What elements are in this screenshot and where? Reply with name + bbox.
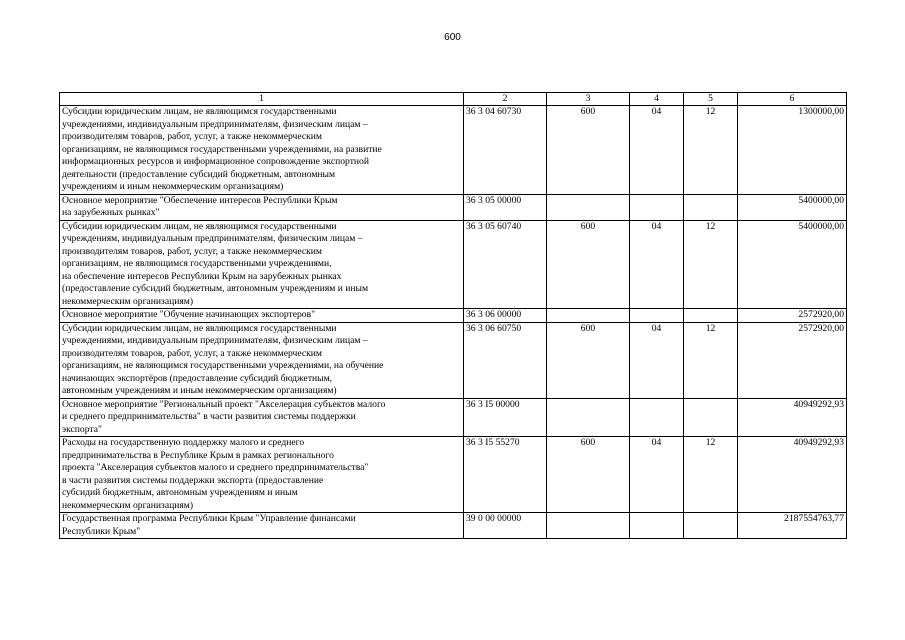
row-col3 bbox=[547, 309, 630, 323]
row-col4 bbox=[630, 309, 684, 323]
row-name: Субсидии юридическим лицам, не являющимся государственными учреждениям, индивидуальным предпринимателям, физическим лицам – производителям товаров, работ, услуг, а также некоммерческим организациям, не являющимся государственными учреждениями, на обеспечение интересов Республики Крым на зарубежных рынках (предоставление субсидий бюджетным, автономным учреждениям и иным некоммерческим организациям) bbox=[60, 220, 464, 309]
row-name: Субсидии юридическим лицам, не являющимся государственными учреждениями, индивидуальным предпринимателям, физическим лицам – производителям товаров, работ, услуг, а также некоммерческим организациям, не являющимся государственными учреждениями, на развитие информационных ресурсов и информационное сопровождение экспортной деятельности (предоставление субсидий бюджетным, автономным учреждениям и иным некоммерческим организациям) bbox=[60, 106, 464, 195]
row-col5: 12 bbox=[684, 106, 738, 195]
row-amount: 5400000,00 bbox=[738, 194, 847, 220]
table-row bbox=[60, 513, 847, 539]
column-header-1: 1 bbox=[60, 93, 464, 106]
row-code: 39 0 00 00000 bbox=[464, 513, 547, 539]
header-row bbox=[60, 93, 847, 106]
row-code: 36 3 04 60730 bbox=[464, 106, 547, 195]
row-col5 bbox=[684, 309, 738, 323]
row-name: Основное мероприятие "Региональный проект "Акселерация субъектов малого и среднего предпринимательства" в части развития системы поддержки экспорта" bbox=[60, 398, 464, 437]
row-col5 bbox=[684, 398, 738, 437]
row-col3: 600 bbox=[547, 220, 630, 309]
row-code: 36 3 05 00000 bbox=[464, 194, 547, 220]
row-name: Субсидии юридическим лицам, не являющимся государственными учреждениями, индивидуальным предпринимателям, физическим лицам – производителям товаров, работ, услуг, а также некоммерческим организациям, не являющимся государственными учреждениями, на обучение начинающих экспортёров (предоставление субсидий бюджетным, автономным учреждениям и иным некоммерческим организациям) bbox=[60, 322, 464, 398]
page-number: 600 bbox=[444, 32, 461, 43]
table-row bbox=[60, 398, 847, 437]
row-col3 bbox=[547, 398, 630, 437]
table-row bbox=[60, 322, 847, 398]
row-col5: 12 bbox=[684, 437, 738, 513]
row-amount: 40949292,93 bbox=[738, 437, 847, 513]
row-amount: 2572920,00 bbox=[738, 322, 847, 398]
row-name: Государственная программа Республики Крым "Управление финансами Республики Крым" bbox=[60, 513, 464, 539]
row-col4: 04 bbox=[630, 322, 684, 398]
row-col3 bbox=[547, 513, 630, 539]
row-col5: 12 bbox=[684, 322, 738, 398]
row-col4 bbox=[630, 513, 684, 539]
row-col5 bbox=[684, 194, 738, 220]
row-name: Расходы на государственную поддержку малого и среднего предпринимательства в Республике Крым в рамках регионального проекта "Акселерация субъектов малого и среднего предпринимательства" в части развития системы поддержки экспорта (предоставление субсидий бюджетным, автономным учреждениям и иным некоммерческим организациям) bbox=[60, 437, 464, 513]
column-header-2: 2 bbox=[464, 93, 547, 106]
column-header-5: 5 bbox=[684, 93, 738, 106]
row-code: 36 3 I5 55270 bbox=[464, 437, 547, 513]
row-col4 bbox=[630, 398, 684, 437]
table-row bbox=[60, 220, 847, 309]
table-row bbox=[60, 309, 847, 323]
row-col5 bbox=[684, 513, 738, 539]
row-col4: 04 bbox=[630, 220, 684, 309]
row-col4: 04 bbox=[630, 106, 684, 195]
row-code: 36 3 06 00000 bbox=[464, 309, 547, 323]
column-header-3: 3 bbox=[547, 93, 630, 106]
row-col3: 600 bbox=[547, 437, 630, 513]
row-code: 36 3 06 60750 bbox=[464, 322, 547, 398]
budget-table bbox=[59, 92, 847, 539]
row-col5: 12 bbox=[684, 220, 738, 309]
row-amount: 2187554763,77 bbox=[738, 513, 847, 539]
row-col3: 600 bbox=[547, 322, 630, 398]
row-amount: 40949292,93 bbox=[738, 398, 847, 437]
row-code: 36 3 05 60740 bbox=[464, 220, 547, 309]
column-header-4: 4 bbox=[630, 93, 684, 106]
row-amount: 5400000,00 bbox=[738, 220, 847, 309]
row-name: Основное мероприятие "Обучение начинающих экспортеров" bbox=[60, 309, 464, 323]
row-col3 bbox=[547, 194, 630, 220]
table-row bbox=[60, 106, 847, 195]
column-header-6: 6 bbox=[738, 93, 847, 106]
row-col4: 04 bbox=[630, 437, 684, 513]
row-col3: 600 bbox=[547, 106, 630, 195]
row-col4 bbox=[630, 194, 684, 220]
row-amount: 2572920,00 bbox=[738, 309, 847, 323]
row-code: 36 3 I5 00000 bbox=[464, 398, 547, 437]
row-amount: 1300000,00 bbox=[738, 106, 847, 195]
table-row bbox=[60, 194, 847, 220]
table-row bbox=[60, 437, 847, 513]
row-name: Основное мероприятие "Обеспечение интересов Республики Крым на зарубежных рынках" bbox=[60, 194, 464, 220]
